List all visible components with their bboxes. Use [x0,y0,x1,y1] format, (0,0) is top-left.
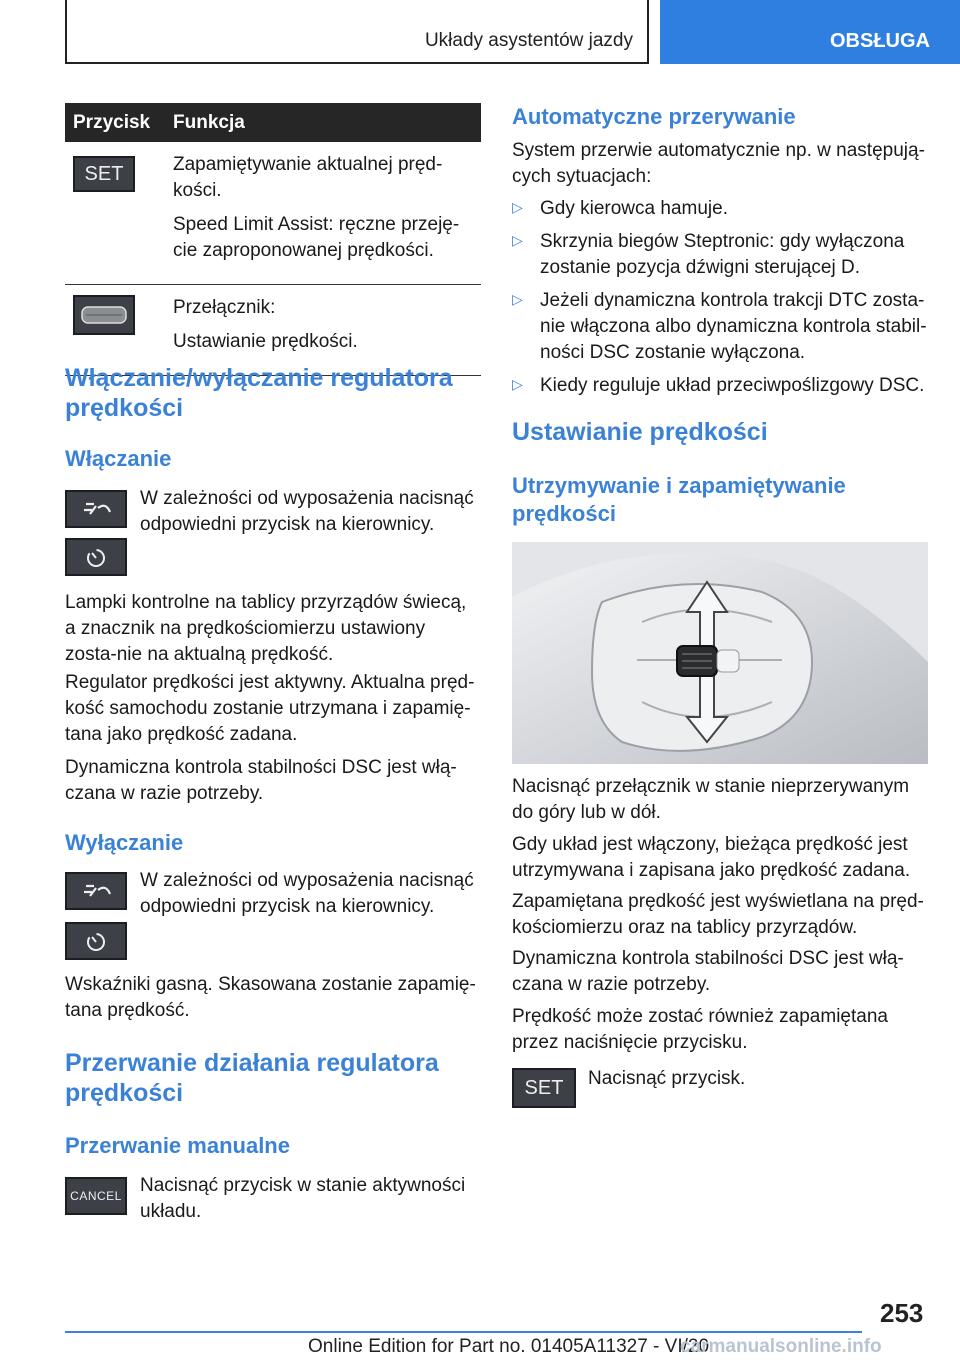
list-item [512,196,928,222]
rocker-switch-icon [73,295,135,335]
steering-wheel-image [512,542,928,764]
heading-interrupt: Przerwanie działania regulatora prędkości [65,1049,439,1107]
table-cell: Zapamiętywanie aktualnej pręd-kości. [173,154,443,201]
auto-intro: System przerwie automatycznie np. w następują-cych sytuacjach: [512,140,925,187]
set-paragraph-3: Zapamiętana prędkość jest wyświetlana na pręd-kościomierzu oraz na tablicy przyrządów. [512,891,924,938]
heading-on-off: Włączanie/wyłączanie regulatora prędkości [65,364,453,422]
off-paragraph-1: Wskaźniki gasną. Skasowana zostanie zapamię-tana prędkość. [65,974,476,1021]
list-item [512,373,928,399]
speed-limiter-icon [65,538,127,576]
edition-text: Online Edition for Part no. 01405A11327 - VI/20 [308,1336,710,1357]
list-item [512,288,928,366]
set-action-text: Nacisnąć przycisk. [588,1068,746,1089]
heading-auto: Automatyczne przerywanie [512,104,796,129]
cruise-control-icon [65,872,127,910]
set-paragraph-2: Gdy układ jest włączony, bieżąca prędkość jest utrzymywana i zapisana jako prędkość zadana. [512,834,911,881]
table-row [65,285,481,376]
table-cell: Ustawianie prędkości. [173,331,358,352]
table-cell: Speed Limit Assist: ręczne przeję-cie zaproponowanej prędkości. [173,214,460,261]
heading-manual: Przerwanie manualne [65,1133,290,1158]
table-row [65,142,481,285]
table-cell: Przełącznik: [173,297,276,318]
heading-on: Włączanie [65,446,172,471]
chapter-tab [660,0,960,64]
on-paragraph-1: Lampki kontrolne na tablicy przyrządów świecą, a znacznik na prędkościomierzu ustawiony zosta-nie na aktualną prędkość. [65,592,467,665]
heading-hold: Utrzymywanie i zapamiętywanie prędkości [512,473,846,526]
list-item [512,229,928,281]
set-paragraph-5: Prędkość może zostać również zapamiętana przez naciśnięcie przycisku. [512,1006,888,1053]
heading-set-speed: Ustawianie prędkości [512,418,768,446]
on-paragraph-2: Regulator prędkości jest aktywny. Aktualna pręd-kość samochodu zostanie utrzymana i zapamię-tana jako prędkość zadana. [65,672,475,745]
col-header-button: Przycisk [65,103,165,142]
function-table [65,103,481,376]
bullet-triangle-icon: ▷ [512,291,523,307]
watermark-text: carmanualsonline.info [680,1336,882,1357]
set-button-icon: SET [512,1068,576,1108]
list-item-text: Kiedy reguluje układ przeciwpoślizgowy DSC. [540,375,925,396]
manual-action-text: Nacisnąć przycisk w stanie aktywności układu. [140,1175,466,1222]
off-action-text: W zależności od wyposażenia nacisnąć odpowiedni przycisk na kierownicy. [140,870,474,917]
auto-list [512,196,928,406]
speed-limiter-icon [65,922,127,960]
footer-rule [65,1331,862,1333]
cancel-button-icon: CANCEL [65,1177,127,1215]
page-number: 253 [880,1298,924,1328]
list-item-text: Jeżeli dynamiczna kontrola trakcji DTC zosta-nie włączona albo dynamiczna kontrola stabil-ności DSC zostanie wyłączona. [540,290,927,363]
set-button-icon: SET [73,156,135,192]
col-header-function: Funkcja [165,103,481,142]
bullet-triangle-icon: ▷ [512,199,523,215]
cruise-control-icon [65,490,127,528]
bullet-triangle-icon: ▷ [512,376,523,392]
section-title: Układy asystentów jazdy [424,30,633,51]
set-paragraph-1: Nacisnąć przełącznik w stanie nieprzerywanym do góry lub w dół. [512,776,910,823]
heading-off: Wyłączanie [65,830,184,855]
list-item-text: Gdy kierowca hamuje. [540,198,728,219]
bullet-triangle-icon: ▷ [512,232,523,248]
list-item-text: Skrzynia biegów Steptronic: gdy wyłączona zostanie pozycja dźwigni sterującej D. [540,231,905,278]
header-box [65,0,649,64]
chapter-title: OBSŁUGA [830,30,930,52]
set-paragraph-4: Dynamiczna kontrola stabilności DSC jest włą-czana w razie potrzeby. [512,948,904,995]
on-action-text: W zależności od wyposażenia nacisnąć odpowiedni przycisk na kierownicy. [140,488,474,535]
on-paragraph-3: Dynamiczna kontrola stabilności DSC jest włą-czana w razie potrzeby. [65,757,457,804]
